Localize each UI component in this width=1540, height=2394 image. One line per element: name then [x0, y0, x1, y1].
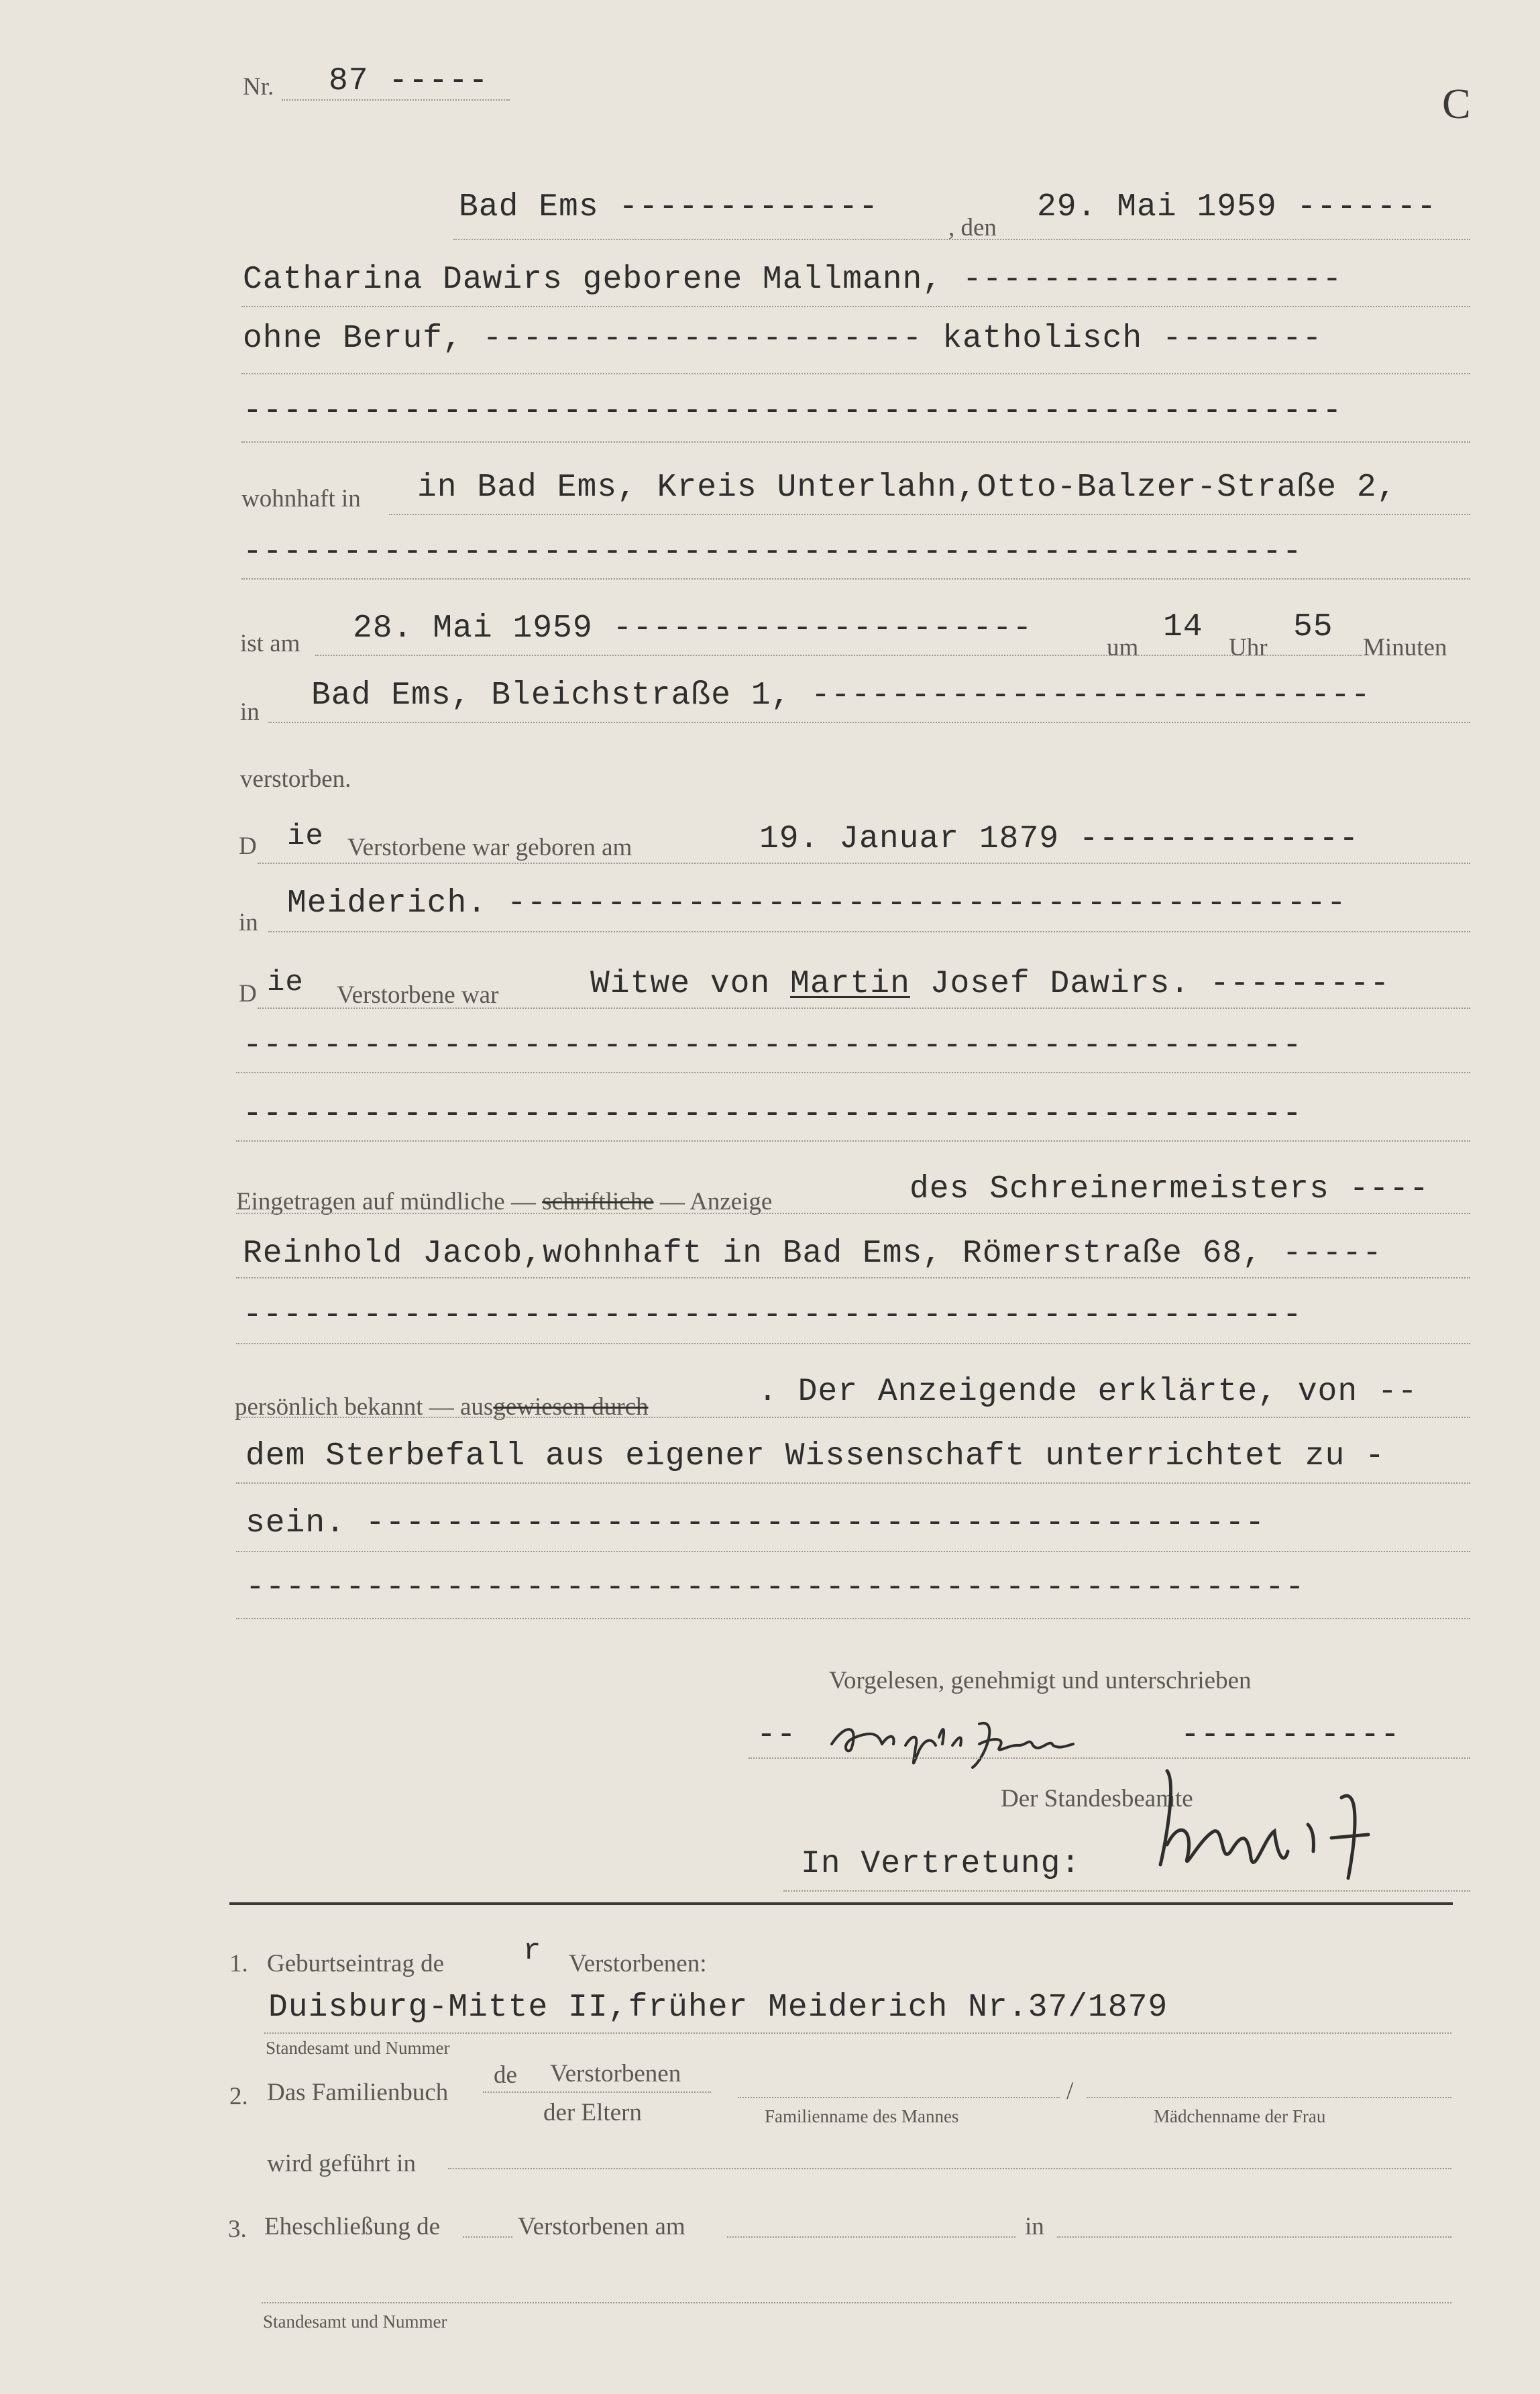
note2-label: Das Familienbuch: [267, 2079, 449, 2106]
minuten-label: Minuten: [1363, 634, 1447, 661]
line-dotted: [241, 441, 1470, 443]
note2-wird: wird geführt in: [267, 2150, 416, 2177]
line-dotted: [258, 1008, 1470, 1009]
report-label-struck: schriftliche: [542, 1188, 654, 1215]
line-dotted: [236, 1482, 1470, 1484]
note2-eltern: der Eltern: [543, 2099, 642, 2126]
status-text-underlined: Martin: [790, 966, 910, 1002]
identity-text-2: dem Sterbefall aus eigener Wissenschaft unterrichtet zu -: [245, 1438, 1385, 1474]
line-dotted: [463, 2236, 512, 2238]
line-dotted: [241, 306, 1470, 307]
birth-in-label: in: [239, 909, 258, 936]
nr-value: 87 -----: [329, 63, 489, 99]
section-divider: [229, 1902, 1453, 1905]
report-text-1: des Schreinermeisters ----: [910, 1171, 1429, 1207]
note2-number: 2.: [229, 2083, 248, 2110]
registrar-signature: [1140, 1757, 1409, 1892]
status-blank-line: -----------------------------------------------------: [243, 1096, 1303, 1132]
report-text-2: Reinhold Jacob,wohnhaft in Bad Ems, Römerstraße 68, -----: [243, 1236, 1382, 1272]
place-value: Bad Ems -------------: [459, 189, 879, 225]
death-place: Bad Ems, Bleichstraße 1, ----------------------------: [311, 677, 1371, 714]
note1-value: Duisburg-Mitte II,früher Meiderich Nr.37/1879: [268, 1990, 1168, 2026]
line-dotted: [236, 1213, 1470, 1214]
line-dotted: [268, 722, 1470, 723]
line-dotted: [448, 2168, 1451, 2169]
note3-caption: Standesamt und Nummer: [263, 2311, 447, 2332]
birth-label: Verstorbene war geboren am: [347, 834, 632, 861]
note2-slash: /: [1066, 2077, 1074, 2105]
line-dotted: [236, 1140, 1470, 1142]
note1-suffix: r: [523, 1935, 542, 1968]
death-in-label: in: [240, 698, 260, 726]
line-dotted: [483, 2091, 711, 2093]
deceased-name: Catharina Dawirs geborene Mallmann, -------------------: [243, 262, 1343, 298]
verstorben-label: verstorben.: [240, 765, 351, 793]
deceased-blank-line: -------------------------------------------------------: [243, 393, 1343, 429]
identity-text-4: -----------------------------------------------------: [245, 1570, 1305, 1606]
death-date: 28. Mai 1959 ---------------------: [353, 610, 1033, 647]
report-text-3: -----------------------------------------------------: [243, 1297, 1303, 1334]
informant-suffix: -----------: [1180, 1717, 1400, 1753]
line-dotted: [236, 1343, 1470, 1344]
line-dotted: [1087, 2097, 1451, 2098]
line-dotted: [236, 1277, 1470, 1278]
note1-caption: Standesamt und Nummer: [266, 2038, 450, 2058]
informant-signature: [818, 1697, 1127, 1778]
ist-am-label: ist am: [240, 630, 300, 657]
status-text-prefix: Witwe von: [590, 966, 791, 1002]
birth-place: Meiderich. ------------------------------------------: [287, 885, 1347, 922]
birth-d-label: D: [239, 832, 257, 860]
status-d-label: D: [239, 980, 257, 1008]
registrar-label: Der Standesbeamte: [1001, 1785, 1193, 1812]
death-minutes: 55: [1293, 609, 1333, 645]
line-dotted: [315, 655, 1362, 656]
note1-label: Geburtseintrag de: [267, 1950, 445, 1977]
status-label: Verstorbene war: [337, 981, 499, 1009]
corner-letter: C: [1442, 80, 1471, 127]
line-dotted: [783, 1890, 1470, 1892]
note3-label: Eheschließung de: [264, 2213, 440, 2240]
identity-label-part1: persönlich bekannt — aus: [235, 1393, 494, 1421]
identity-text-1: . Der Anzeigende erklärte, von --: [758, 1374, 1418, 1410]
note3-in: in: [1025, 2213, 1044, 2240]
note2-husband-caption: Familienname des Mannes: [765, 2106, 959, 2126]
den-label: , den: [948, 214, 997, 241]
identity-text-3: sein. ---------------------------------------------: [245, 1505, 1266, 1541]
identity-label-struck: gewiesen durch: [493, 1393, 649, 1421]
status-blank-line: -----------------------------------------------------: [243, 1028, 1303, 1064]
note3-label2: Verstorbenen am: [518, 2213, 685, 2240]
note1-number: 1.: [229, 1950, 248, 1977]
line-dotted: [262, 2302, 1451, 2303]
line-dotted: [236, 1618, 1470, 1619]
residence-blank-line: -----------------------------------------------------: [243, 534, 1303, 570]
status-value: [590, 966, 1390, 1002]
note1-label2: Verstorbenen:: [569, 1950, 707, 1977]
line-dotted: [241, 373, 1470, 374]
place-date-line: [453, 239, 1470, 240]
residence-value: in Bad Ems, Kreis Unterlahn,Otto-Balzer-Straße 2,: [417, 470, 1397, 506]
death-hour: 14: [1163, 609, 1203, 645]
birth-date: 19. Januar 1879 --------------: [759, 821, 1360, 857]
residence-label: wohnhaft in: [241, 485, 361, 512]
line-dotted: [241, 578, 1470, 580]
nr-label: Nr.: [243, 73, 274, 101]
line-dotted: [258, 863, 1470, 864]
note2-verstorbenen: Verstorbenen: [550, 2060, 681, 2087]
nr-dotted-line: [282, 99, 510, 101]
date-value: 29. Mai 1959 -------: [1037, 189, 1437, 225]
line-dotted: [236, 1551, 1470, 1552]
line-dotted: [236, 1417, 1470, 1418]
um-label: um: [1107, 634, 1139, 661]
line-dotted: [1057, 2236, 1451, 2238]
read-approved-label: Vorgelesen, genehmigt und unterschrieben: [829, 1667, 1252, 1694]
note2-wife-caption: Mädchenname der Frau: [1154, 2106, 1326, 2126]
in-vertretung: In Vertretung:: [801, 1846, 1081, 1882]
report-label-part1: Eingetragen auf mündliche —: [236, 1188, 543, 1215]
line-dotted: [268, 931, 1470, 932]
uhr-label: Uhr: [1229, 634, 1268, 661]
line-dotted: [738, 2097, 1060, 2098]
status-d-suffix: ie: [267, 966, 304, 999]
informant-prefix: --: [757, 1717, 797, 1753]
note2-de: de: [494, 2061, 517, 2089]
line-dotted: [236, 1072, 1470, 1073]
line-dotted: [727, 2236, 1015, 2238]
status-text-suffix: Josef Dawirs. ---------: [910, 966, 1390, 1002]
line-dotted: [389, 514, 1470, 515]
note3-number: 3.: [228, 2216, 247, 2243]
birth-d-suffix: ie: [287, 820, 324, 853]
line-dotted: [264, 2032, 1451, 2034]
report-label-part2: — Anzeige: [653, 1188, 773, 1215]
report-label: [236, 1187, 772, 1216]
deceased-occupation-religion: ohne Beruf, ---------------------- katholisch --------: [243, 321, 1323, 357]
